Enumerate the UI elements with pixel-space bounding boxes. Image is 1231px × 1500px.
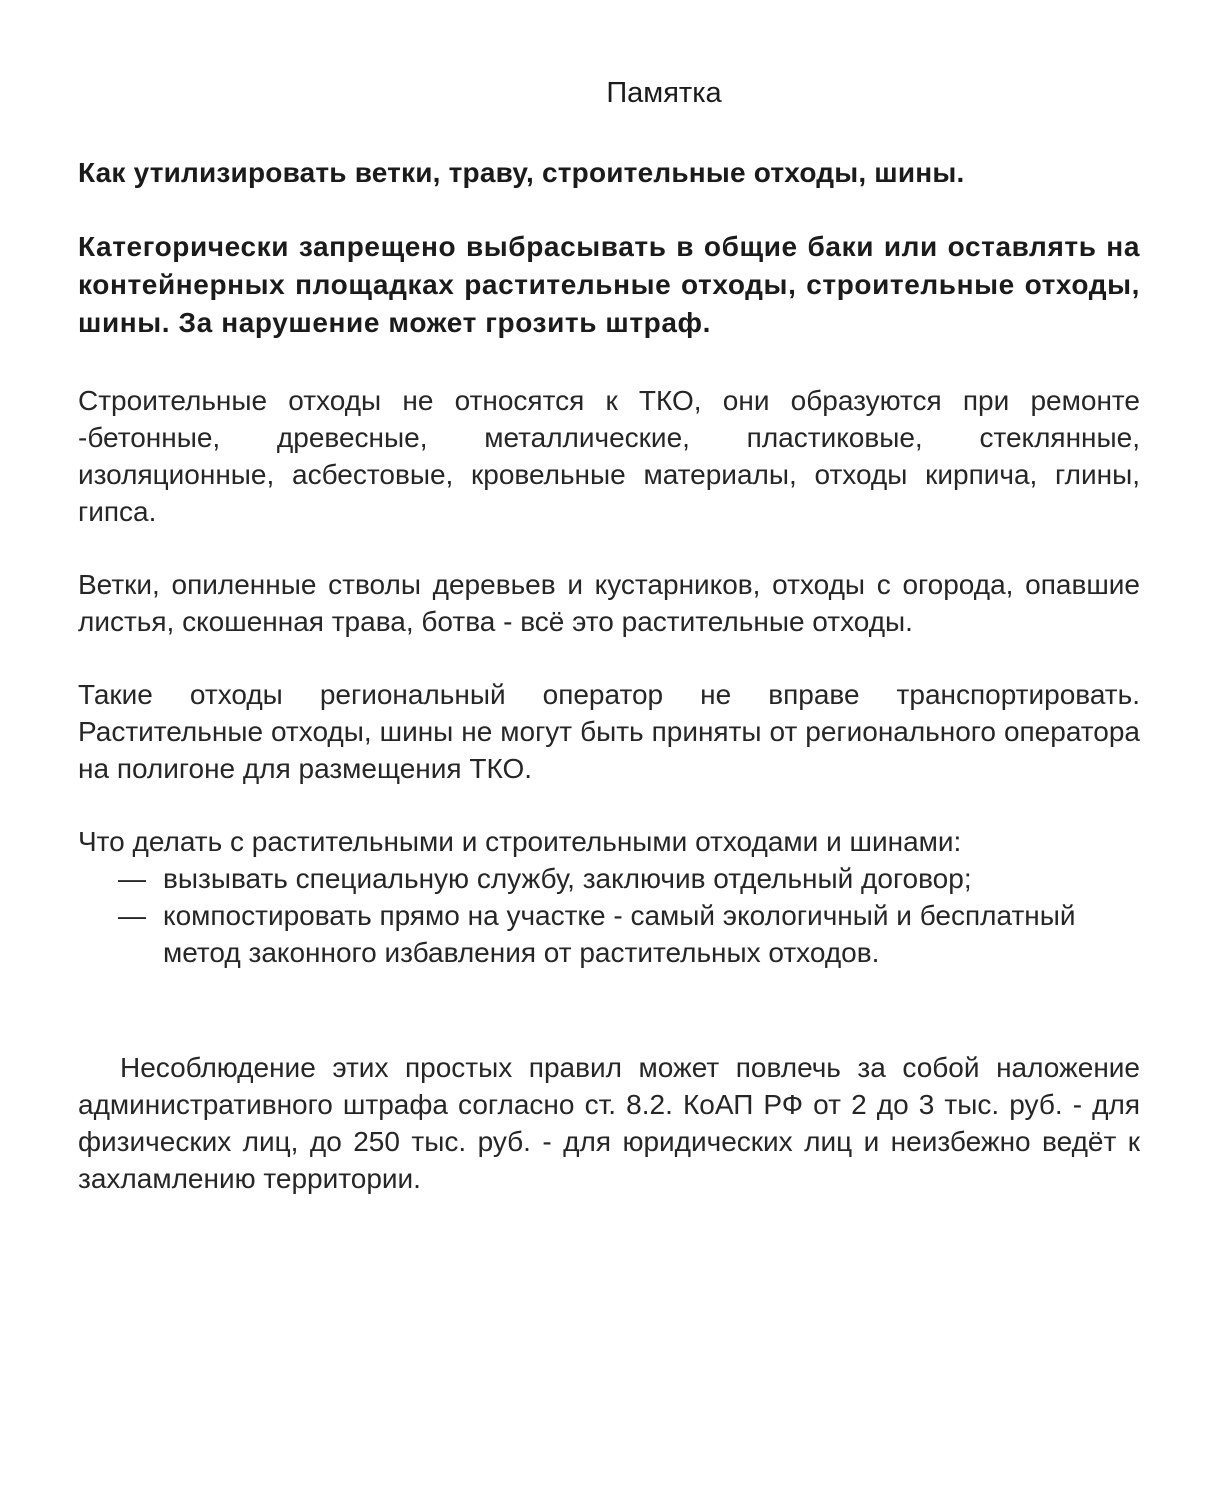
operator-restriction-paragraph: Такие отходы региональный оператор не вправе транспортировать. Растительные отходы, шины не могут быть приняты от регионального оператора на полигоне для размещения ТКО. [78, 679, 1140, 784]
document-title: Памятка [606, 77, 722, 109]
document-page [78, 74, 1140, 1197]
list-item-text: компостировать прямо на участке - самый экологичный и бесплатный метод законного избавления от растительных отходов. [163, 900, 1076, 968]
document-subtitle: Как утилизировать ветки, траву, строительные отходы, шины. [78, 157, 965, 188]
list-item [118, 860, 1140, 897]
dash-marker: — [118, 863, 146, 894]
penalty-note: Несоблюдение этих простых правил может повлечь за собой наложение административного штрафа согласно ст. 8.2. КоАП РФ от 2 до 3 тыс. руб. - для физических лиц, до 250 тыс. руб. - для юридических лиц и неизбежно ведёт к захламлению территории. [78, 1052, 1140, 1194]
warning-paragraph: Категорически запрещено выбрасывать в общие баки или оставлять на контейнерных площадках растительные отходы, строительные отходы, шины. За нарушение может грозить штраф. [78, 231, 1140, 338]
plant-waste-paragraph: Ветки, опиленные стволы деревьев и кустарников, отходы с огорода, опавшие листья, скошенная трава, ботва - всё это растительные отходы. [78, 569, 1140, 637]
recommendations-list [78, 860, 1140, 971]
list-intro: Что делать с растительными и строительными отходами и шинами: [78, 826, 962, 857]
list-item [118, 897, 1140, 971]
dash-marker: — [118, 900, 146, 931]
list-item-text: вызывать специальную службу, заключив отдельный договор; [163, 863, 972, 894]
construction-waste-paragraph: Строительные отходы не относятся к ТКО, они образуются при ремонте -бетонные, древесные, металлические, пластиковые, стеклянные, изоляционные, асбестовые, кровельные материалы, отходы кирпича, глины, гипса. [78, 385, 1140, 527]
